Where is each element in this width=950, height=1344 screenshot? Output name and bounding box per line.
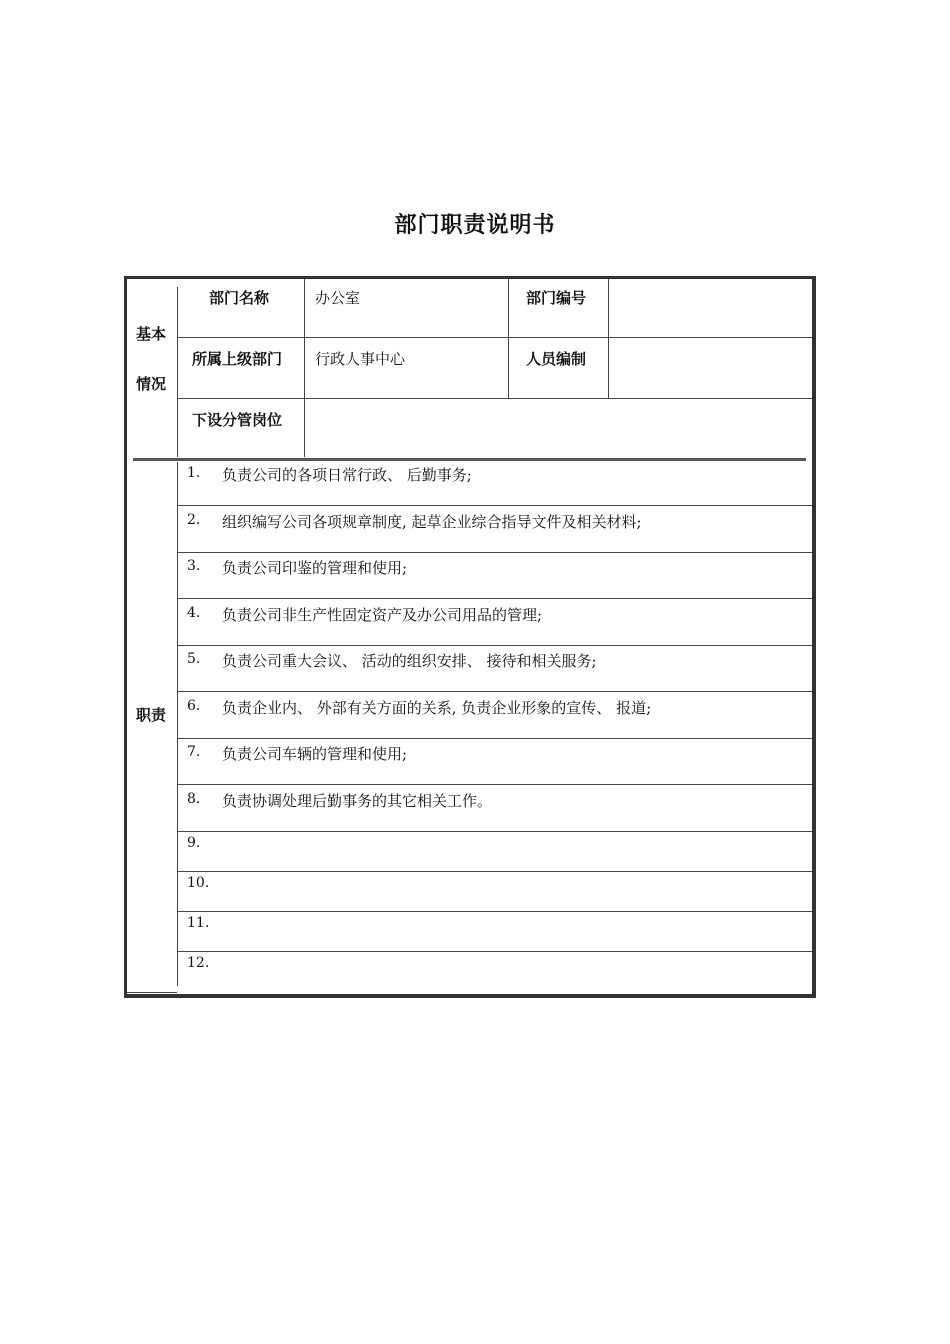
row-divider [177, 784, 812, 785]
row-divider [177, 951, 812, 952]
parent-dept-value: 行政人事中心 [315, 350, 406, 368]
duty-text: 负责公司非生产性固定资产及办公司用品的管理; [222, 606, 543, 624]
dept-name-value: 办公室 [315, 289, 361, 307]
staffing-label: 人员编制 [526, 350, 587, 368]
duty-text: 负责公司重大会议、 活动的组织安排、 接待和相关服务; [222, 652, 597, 670]
basic-section-label: 基本 [136, 325, 167, 343]
row-divider [177, 911, 812, 912]
row-divider [177, 831, 812, 832]
duty-text: 负责公司车辆的管理和使用; [222, 745, 408, 763]
duty-number: 7. [187, 744, 201, 760]
duty-text: 负责公司印鉴的管理和使用; [222, 559, 408, 577]
dept-name-label: 部门名称 [209, 289, 270, 307]
duty-number: 5. [187, 651, 201, 667]
row-divider [177, 552, 812, 553]
duty-text: 负责协调处理后勤事务的其它相关工作。 [222, 792, 493, 810]
sub-positions-label: 下设分管岗位 [192, 411, 283, 429]
duty-number: 11. [187, 915, 210, 931]
duty-number: 10. [187, 875, 210, 891]
duty-table [124, 276, 816, 998]
row-divider [177, 691, 812, 692]
divider [177, 462, 178, 986]
basic-section-label: 情况 [136, 375, 167, 393]
divider [177, 398, 812, 399]
duty-number: 2. [187, 512, 201, 528]
duty-text: 负责企业内、 外部有关方面的关系, 负责企业形象的宣传、 报道; [222, 699, 652, 717]
duty-number: 1. [187, 465, 201, 481]
divider [508, 279, 509, 398]
duty-text: 组织编写公司各项规章制度, 起草企业综合指导文件及相关材料; [222, 513, 642, 531]
divider [304, 279, 305, 457]
duty-number: 8. [187, 791, 201, 807]
dept-code-label: 部门编号 [526, 289, 587, 307]
page-title: 部门职责说明书 [394, 213, 556, 238]
duty-number: 4. [187, 605, 201, 621]
duty-number: 12. [187, 955, 210, 971]
divider [608, 279, 609, 398]
row-divider [177, 871, 812, 872]
divider [127, 992, 177, 993]
parent-dept-label: 所属上级部门 [192, 350, 283, 368]
duty-number: 3. [187, 558, 201, 574]
duty-number: 9. [187, 835, 201, 851]
row-divider [177, 598, 812, 599]
row-divider [177, 645, 812, 646]
duty-number: 6. [187, 698, 201, 714]
divider [177, 287, 178, 457]
section-divider [133, 458, 806, 461]
row-divider [177, 738, 812, 739]
row-divider [177, 505, 812, 506]
duties-section-label: 职责 [136, 706, 167, 724]
divider [177, 337, 812, 338]
duty-text: 负责公司的各项日常行政、 后勤事务; [222, 466, 472, 484]
